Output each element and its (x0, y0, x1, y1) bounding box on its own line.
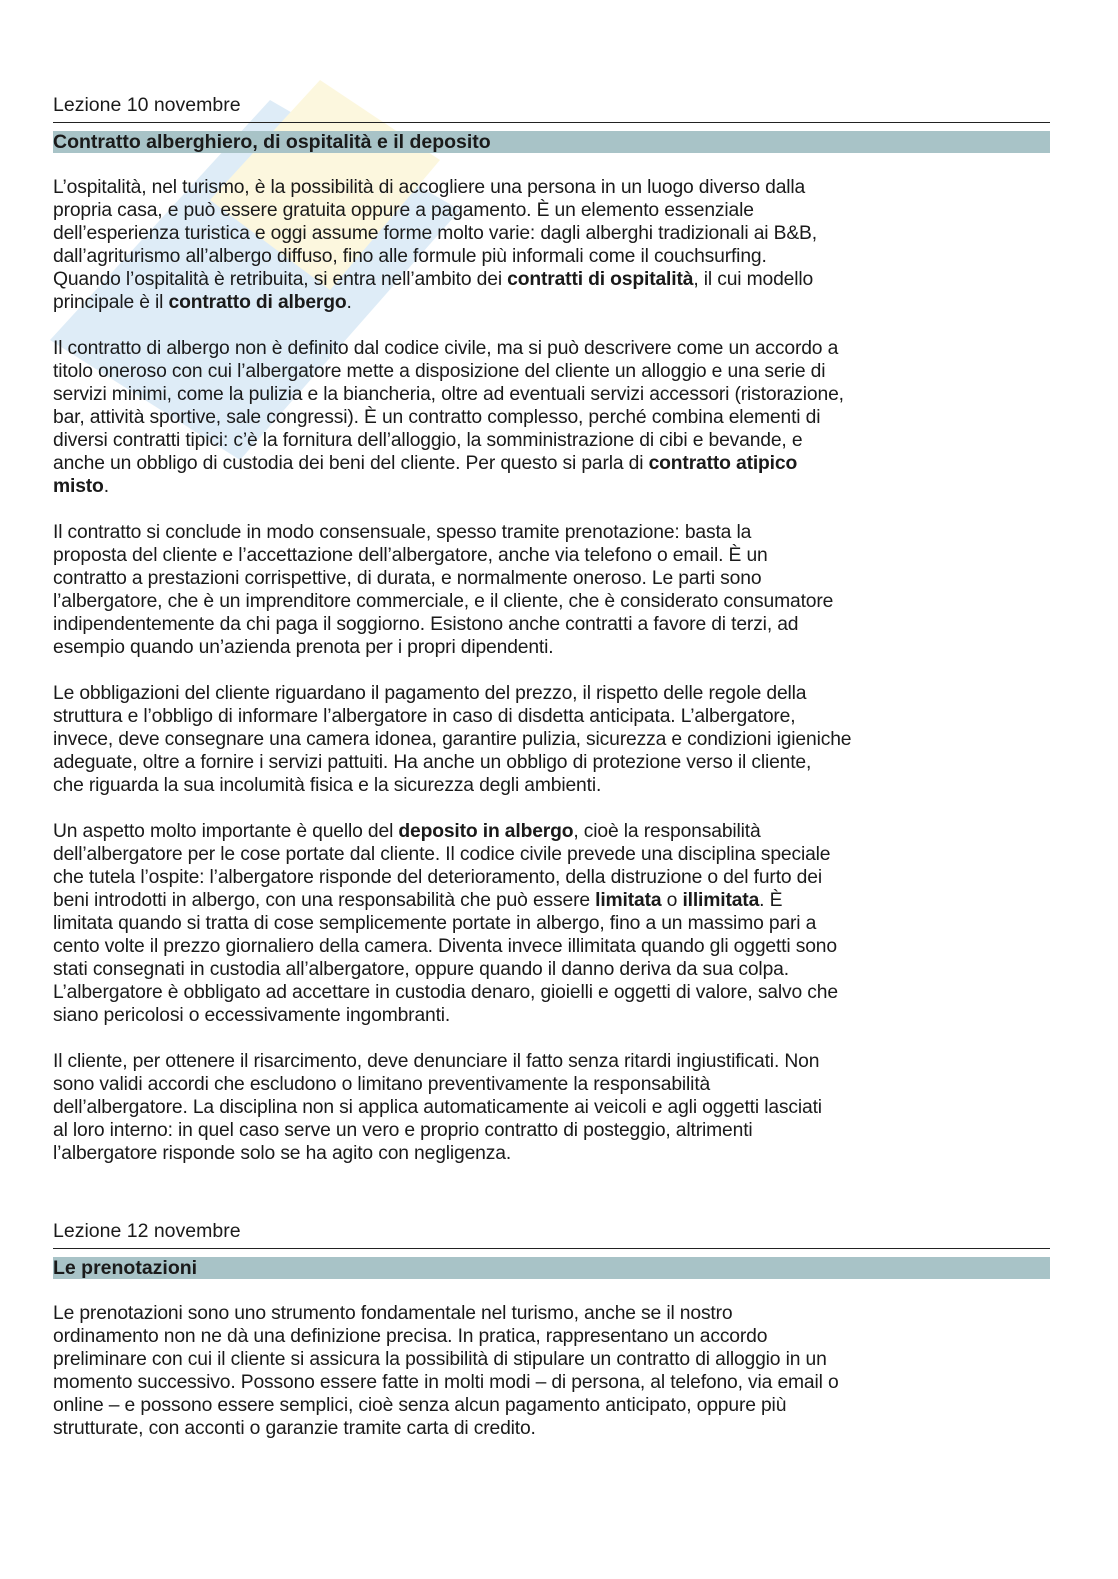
bold-term: misto (53, 476, 104, 497)
text-line (53, 1004, 1053, 1027)
text-segment: struttura e l’obbligo di informare l’albergatore in caso di disdetta anticipata. L’albergatore, (53, 706, 796, 727)
bold-term: deposito in albergo (398, 821, 574, 842)
text-segment: Le obbligazioni del cliente riguardano il pagamento del prezzo, il rispetto delle regole della (53, 683, 807, 704)
text-line (53, 1096, 1053, 1119)
paragraph (53, 176, 1053, 314)
text-line (53, 843, 1053, 866)
text-line (53, 1371, 1053, 1394)
body-text (53, 1302, 1053, 1440)
text-segment: momento successivo. Possono essere fatte in molti modi – di persona, al telefono, via email o (53, 1372, 839, 1393)
text-segment: dall’agriturismo all’albergo diffuso, fino alle formule più informali come il couchsurfing. (53, 246, 767, 267)
text-segment: cento volte il prezzo giornaliero della camera. Diventa invece illimitata quando gli oggetti sono (53, 936, 837, 957)
text-line (53, 406, 1053, 429)
text-segment: al loro interno: in quel caso serve un vero e proprio contratto di posteggio, altrimenti (53, 1120, 753, 1141)
paragraph (53, 1302, 1053, 1440)
lesson-date: Lezione 12 novembre (53, 1220, 241, 1242)
text-line (53, 912, 1053, 935)
text-line (53, 245, 1053, 268)
text-segment: L’albergatore è obbligato ad accettare in custodia denaro, gioielli e oggetti di valore, salvo che (53, 982, 838, 1003)
text-line (53, 1119, 1053, 1142)
text-segment: . È (759, 890, 783, 911)
paragraph (53, 521, 1053, 659)
text-segment: siano pericolosi o eccessivamente ingombranti. (53, 1005, 451, 1026)
text-segment: indipendentemente da chi paga il soggiorno. Esistono anche contratti a favore di terzi, ad (53, 614, 799, 635)
text-line (53, 613, 1053, 636)
paragraph (53, 820, 1053, 1027)
text-line (53, 199, 1053, 222)
text-segment: stati consegnati in custodia all’albergatore, oppure quando il danno deriva da sua colpa. (53, 959, 789, 980)
text-line (53, 958, 1053, 981)
paragraph (53, 682, 1053, 797)
bold-term: contratto di albergo (168, 292, 347, 313)
text-line (53, 1394, 1053, 1417)
text-segment: proposta del cliente e l’accettazione dell’albergatore, anche via telefono o email. È un (53, 545, 768, 566)
text-line (53, 360, 1053, 383)
text-line (53, 268, 1053, 291)
bold-term: contratti di ospitalità (507, 269, 694, 290)
text-line (53, 222, 1053, 245)
text-segment: sono validi accordi che escludono o limitano preventivamente la responsabilità (53, 1074, 711, 1095)
text-segment: limitata quando si tratta di cose semplicemente portate in albergo, fino a un massimo pari a (53, 913, 817, 934)
text-line (53, 429, 1053, 452)
text-segment: l’albergatore risponde solo se ha agito con negligenza. (53, 1143, 512, 1164)
text-segment: Il contratto si conclude in modo consensuale, spesso tramite prenotazione: basta la (53, 522, 752, 543)
text-segment: L’ospitalità, nel turismo, è la possibilità di accogliere una persona in un luogo diverso dalla (53, 177, 806, 198)
text-line (53, 1073, 1053, 1096)
text-segment: che riguarda la sua incolumità fisica e la sicurezza degli ambienti. (53, 775, 602, 796)
text-segment: dell’albergatore. La disciplina non si applica automaticamente ai veicoli e agli oggetti lasciati (53, 1097, 822, 1118)
bold-term: limitata (595, 890, 662, 911)
text-line (53, 383, 1053, 406)
text-segment: online – e possono essere semplici, cioè senza alcun pagamento anticipato, oppure più (53, 1395, 787, 1416)
text-line (53, 337, 1053, 360)
text-line (53, 1142, 1053, 1165)
lesson-date: Lezione 10 novembre (53, 94, 241, 116)
text-line (53, 774, 1053, 797)
text-line (53, 567, 1053, 590)
text-segment: servizi minimi, come la pulizia e la biancheria, oltre ad eventuali servizi accessori (ristorazione, (53, 384, 844, 405)
text-line (53, 1325, 1053, 1348)
paragraph (53, 1050, 1053, 1165)
text-segment: Il cliente, per ottenere il risarcimento, deve denunciare il fatto senza ritardi ingiustificati. Non (53, 1051, 820, 1072)
text-line (53, 590, 1053, 613)
text-segment: l’albergatore, che è un imprenditore commerciale, e il cliente, che è considerato consumatore (53, 591, 834, 612)
text-segment: principale è il (53, 292, 169, 313)
section-lezione-12-novembre (53, 1220, 1053, 1440)
text-segment: Un aspetto molto importante è quello del (53, 821, 399, 842)
text-line (53, 981, 1053, 1004)
text-line (53, 1050, 1053, 1073)
text-segment: propria casa, e può essere gratuita oppure a pagamento. È un elemento essenziale (53, 200, 754, 221)
text-segment: beni introdotti in albergo, con una responsabilità che può essere (53, 890, 596, 911)
text-segment: adeguate, oltre a fornire i servizi pattuiti. Ha anche un obbligo di protezione verso il cliente, (53, 752, 812, 773)
text-line (53, 1348, 1053, 1371)
text-segment: diversi contratti tipici: c’è la fornitura dell’alloggio, la somministrazione di cibi e bevande, e (53, 430, 803, 451)
text-line (53, 751, 1053, 774)
text-line (53, 682, 1053, 705)
text-segment: . (346, 292, 352, 313)
text-segment: Le prenotazioni sono uno strumento fondamentale nel turismo, anche se il nostro (53, 1303, 733, 1324)
text-line (53, 475, 1053, 498)
text-line (53, 866, 1053, 889)
text-segment: titolo oneroso con cui l’albergatore mette a disposizione del cliente un alloggio e una serie di (53, 361, 826, 382)
text-line (53, 728, 1053, 751)
text-line (53, 889, 1053, 912)
divider (53, 122, 1050, 123)
text-line (53, 176, 1053, 199)
text-segment: strutturate, con acconti o garanzie tramite carta di credito. (53, 1418, 536, 1439)
text-line (53, 1417, 1053, 1440)
text-line (53, 521, 1053, 544)
text-segment: o (661, 890, 683, 911)
text-segment: bar, attività sportive, sale congressi). È un contratto complesso, perché combina elementi di (53, 407, 821, 428)
divider (53, 1248, 1050, 1249)
text-line (53, 291, 1053, 314)
text-line (53, 544, 1053, 567)
text-line (53, 636, 1053, 659)
text-segment: dell’esperienza turistica e oggi assume forme molto varie: dagli alberghi tradizionali ai B&B, (53, 223, 817, 244)
paragraph (53, 337, 1053, 498)
section-heading: Contratto alberghiero, di ospitalità e il deposito (53, 131, 1050, 153)
text-segment: . (103, 476, 109, 497)
text-segment: che tutela l’ospite: l’albergatore risponde del deterioramento, della distruzione o del furto dei (53, 867, 822, 888)
text-segment: Il contratto di albergo non è definito dal codice civile, ma si può descrivere come un accordo a (53, 338, 839, 359)
body-text (53, 176, 1053, 1165)
section-lezione-10-novembre (53, 94, 1053, 1165)
text-segment: invece, deve consegnare una camera idonea, garantire pulizia, sicurezza e condizioni igieniche (53, 729, 852, 750)
text-segment: ordinamento non ne dà una definizione precisa. In pratica, rappresentano un accordo (53, 1326, 768, 1347)
text-segment: anche un obbligo di custodia dei beni del cliente. Per questo si parla di (53, 453, 649, 474)
text-segment: dell’albergatore per le cose portate dal cliente. Il codice civile prevede una disciplina speciale (53, 844, 831, 865)
text-segment: contratto a prestazioni corrispettive, di durata, e normalmente oneroso. Le parti sono (53, 568, 762, 589)
bold-term: illimitata (682, 890, 760, 911)
text-line (53, 705, 1053, 728)
text-segment: , il cui modello (693, 269, 814, 290)
text-line (53, 1302, 1053, 1325)
text-segment: preliminare con cui il cliente si assicura la possibilità di stipulare un contratto di alloggio in un (53, 1349, 827, 1370)
text-line (53, 820, 1053, 843)
section-heading: Le prenotazioni (53, 1257, 1050, 1279)
text-line (53, 452, 1053, 475)
text-segment: esempio quando un’azienda prenota per i propri dipendenti. (53, 637, 554, 658)
bold-term: contratto atipico (648, 453, 798, 474)
text-line (53, 935, 1053, 958)
text-segment: Quando l’ospitalità è retribuita, si entra nell’ambito dei (53, 269, 508, 290)
text-segment: , cioè la responsabilità (573, 821, 761, 842)
